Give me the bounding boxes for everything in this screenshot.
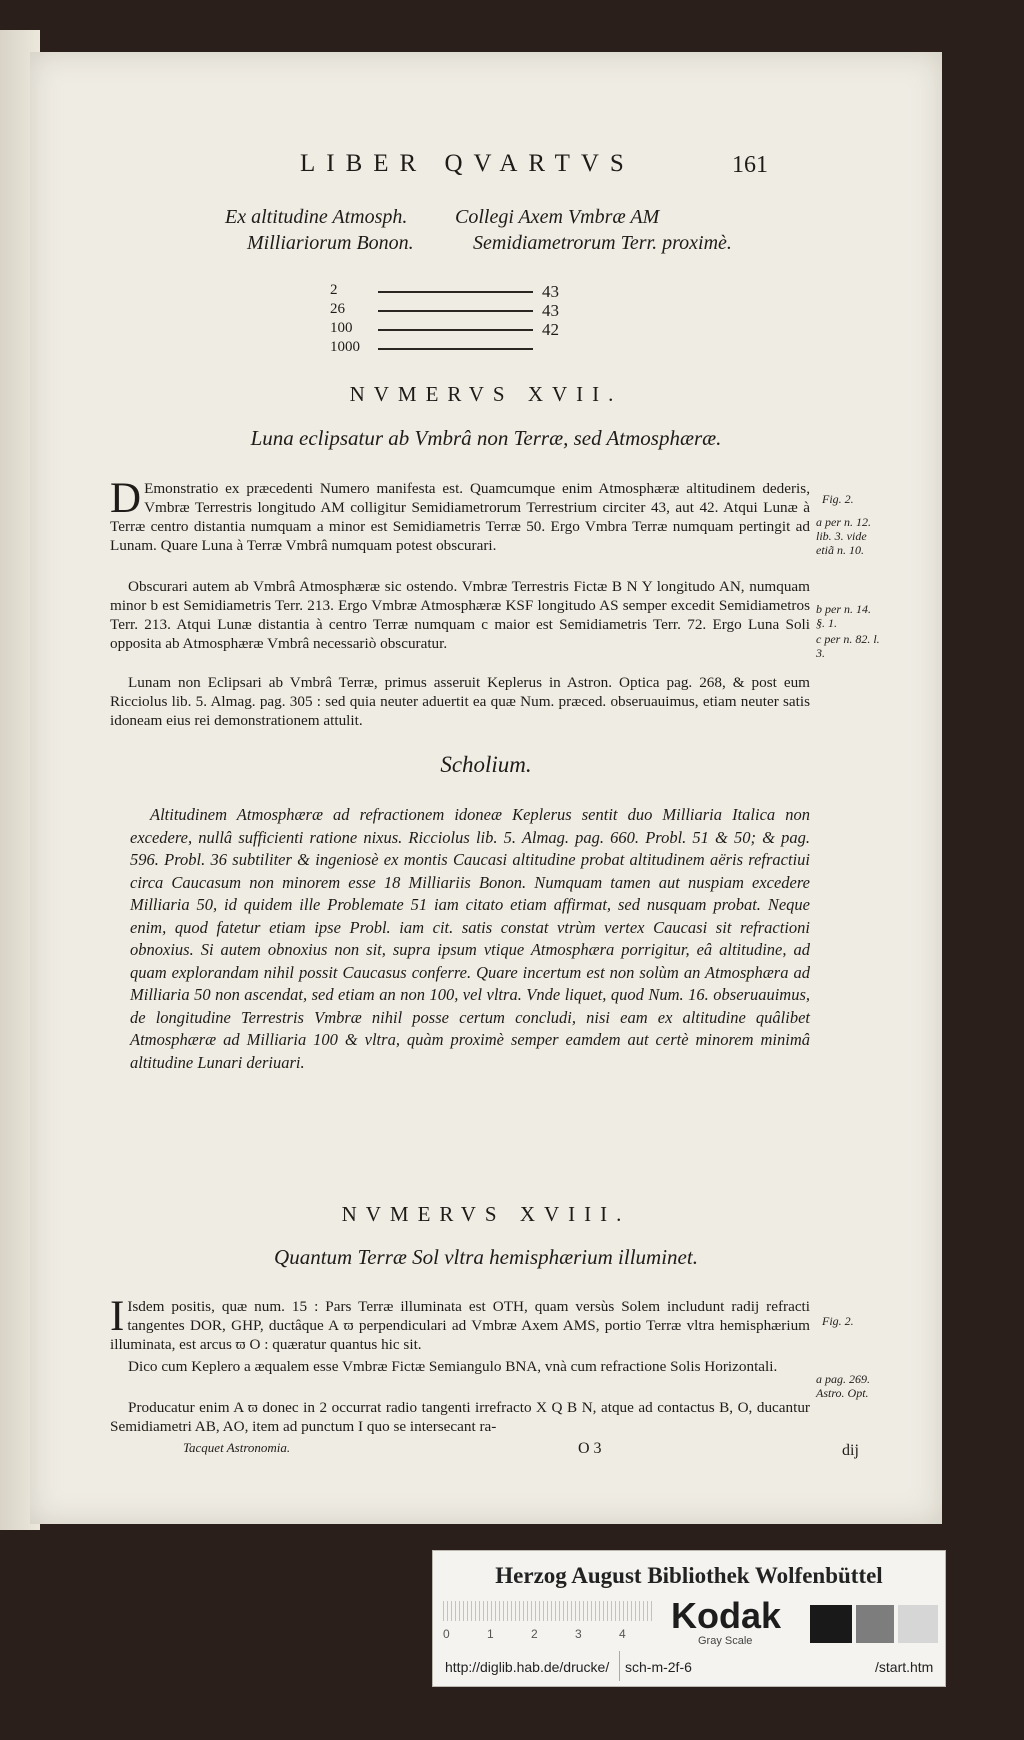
margin-note: Fig. 2. [822, 492, 854, 506]
section-18-paragraph-3: Producatur enim A ϖ donec in 2 occurrat radio tangenti irrefracto X Q B N, atque ad contactus B, O, ducantur Semidiametri AB, AO, item ad punctum I quo se intersecant ra- [110, 1399, 810, 1435]
section-18-paragraph-1 [110, 1293, 810, 1354]
scale-number: 4 [619, 1627, 626, 1641]
table-row [330, 301, 630, 320]
table-row [330, 282, 630, 301]
shelfmark: sch-m-2f-6 [625, 1659, 692, 1675]
section-17-title: NVMERVS XVII. [349, 382, 623, 406]
scale-number: 3 [575, 1627, 582, 1641]
margin-note: a pag. 269. Astro. Opt. [816, 1372, 870, 1400]
row-axis: 43 [542, 301, 559, 320]
section-17-paragraph-1 [110, 475, 810, 555]
row-axis: 43 [542, 282, 559, 301]
margin-note: a per n. 12. lib. 3. vide etiã n. 10. [816, 515, 871, 557]
margin-note: Fig. 2. [822, 1314, 854, 1328]
scale-number: 0 [443, 1627, 450, 1641]
section-17-paragraph-2: Obscurari autem ab Vmbrâ Atmosphæræ sic ostendo. Vmbræ Terrestris Fictæ B N Y longitudo AN, numquam minor b est Semidiametris Terr. 213. Ergo Vmbræ Atmosphæræ KSF longitudo AS semper excedit Semidiametros Terr. 213. Atqui Lunæ distantia à centro Terræ numquam c maior est Semidiametris Terr. 72. Ergo Luna Soli opposita ab Atmosphæræ Vmbrâ necessariò obscuratur. [110, 578, 810, 652]
section-18-paragraph-2: Dico cum Keplero a æqualem esse Vmbræ Fictæ Semiangulo BNA, vnà cum refractione Solis Horizontali. [128, 1358, 778, 1375]
row-axis: 42 [542, 320, 559, 339]
section-17-paragraph-3: Lunam non Eclipsari ab Vmbrâ Terræ, primus asseruit Keplerus in Astron. Optica pag. 268, & post eum Ricciolus lib. 5. Almag. pag. 305 : sed quia neuter aduertit ea quæ Num. præced. obseruauimus, etiam neuter satis idoneam eius rei demonstrationem attulit. [110, 674, 810, 729]
kodak-logo: Kodak [671, 1595, 782, 1636]
table-row [330, 339, 630, 358]
table-head-right-1: Collegi Axem Vmbræ AM [455, 206, 660, 228]
section-18-title: NVMERVS XVIII. [341, 1202, 631, 1226]
book-page [30, 52, 942, 1524]
margin-note: b per n. 14. §. 1. [816, 602, 871, 630]
ruler-scale [443, 1601, 663, 1646]
paragraph-text: Emonstratio ex præcedenti Numero manifesta est. Quamcumque enim Atmosphæræ altitudinem dederis, Vmbræ Terrestris longitudo AM colligitur Semidiametrorum Terrestrium circiter 43, aut 42. Atqui Lunæ à Terræ centro distantia numquam a minor est Semidiametris Terræ 50. Ergo Vmbra Terræ numquam pertingit ad Lunam. Quare Luna à Terræ Vmbrâ numquam potest obscurari. [110, 480, 810, 554]
row-altitude: 2 [330, 282, 338, 298]
page-number: 161 [732, 152, 768, 178]
scholium-title: Scholium. [440, 752, 532, 777]
scholium-text: Altitudinem Atmosphæræ ad refractionem idoneæ Keplerus sentit duo Milliaria Italica non excedere, nullâ sufficienti ratione nixus. Ricciolus lib. 5. Almag. pag. 660. Probl. 51 & 50; & pag. 596. Probl. 36 subtiliter & ingeniosè ex montis Caucasi altitudine probat altitudinem aëris refractiui circa Caucasum non minorem esse 18 Milliariis Bonon. Numquam tamen aut nuspiam excedere Milliaria 50, id quidem ille Problemate 51 iam citato etiam affirmat, sed nusquam probat. Neque enim, quod fatetur etiam ipse Probl. iam cit. satis constat vtrùm vertex Caucasi sit refractioni obnoxius. Si autem obnoxius non sit, supra ipsum vtique Atmosphæra porrigitur, eâ altitudine, ad quam explorandam nihil possit Caucasus conferre. Quare incertum est non solùm an Atmosphæra ad Milliaria 50 non ascendat, sed etiam an non 100, vel vltra. Vnde liquet, quod Num. 16. obseruauimus, de longitudine Terrestris Vmbræ nihil posse certum concludi, nisi eam ex altitudine quâlibet Atmosphæræ ad Milliaria 100 & vltra, quàm proximè semper eamdem aut certè minorem minimâ altitudine Lunari deriuari. [130, 805, 810, 1072]
row-line [378, 348, 533, 350]
row-altitude: 100 [330, 320, 353, 336]
gray-swatch-black [810, 1605, 852, 1643]
margin-note: c per n. 82. l. 3. [816, 632, 880, 660]
row-altitude: 1000 [330, 339, 360, 355]
library-name: Herzog August Bibliothek Wolfenbüttel [495, 1563, 883, 1588]
archive-target-strip [432, 1550, 946, 1687]
signature-mark: O 3 [578, 1440, 602, 1457]
gray-swatch-light [898, 1605, 938, 1643]
section-17-subtitle: Luna eclipsatur ab Vmbrâ non Terræ, sed Atmosphæræ. [250, 426, 722, 450]
table-row [330, 320, 630, 339]
section-18-subtitle: Quantum Terræ Sol vltra hemisphærium illuminet. [274, 1245, 698, 1269]
divider [619, 1651, 620, 1681]
running-head: LIBER QVARTVS [300, 150, 635, 177]
data-table [330, 282, 630, 358]
gray-swatch-mid [856, 1605, 894, 1643]
paragraph-text: Isdem positis, quæ num. 15 : Pars Terræ illuminata est OTH, quam versùs Solem includunt radij refracti tangentes DOR, GHP, ductâque A ϖ perpendiculari ad Vmbræ Axem AMS, portio Terræ vltra hemisphærium illuminata, est arcus ϖ O : quæratur quantus hic sit. [110, 1298, 810, 1353]
gray-scale-label: Gray Scale [698, 1635, 753, 1647]
drop-cap: D [110, 475, 142, 522]
source-url: http://diglib.hab.de/drucke/ [445, 1659, 610, 1675]
row-line [378, 291, 533, 293]
row-line [378, 329, 533, 331]
table-head-left-2: Milliariorum Bonon. [247, 232, 414, 254]
catchword-right: dij [842, 1442, 859, 1459]
row-altitude: 26 [330, 301, 345, 317]
row-line [378, 310, 533, 312]
table-head-right-2: Semidiametrorum Terr. proximè. [473, 232, 732, 254]
drop-cap: I [110, 1293, 125, 1340]
catchword-left: Tacquet Astronomia. [183, 1440, 291, 1455]
scale-number: 2 [531, 1627, 538, 1641]
ruler-ticks [443, 1601, 653, 1621]
scale-number: 1 [487, 1627, 494, 1641]
table-head-left-1: Ex altitudine Atmosph. [225, 206, 408, 228]
start-path: /start.htm [875, 1659, 934, 1675]
